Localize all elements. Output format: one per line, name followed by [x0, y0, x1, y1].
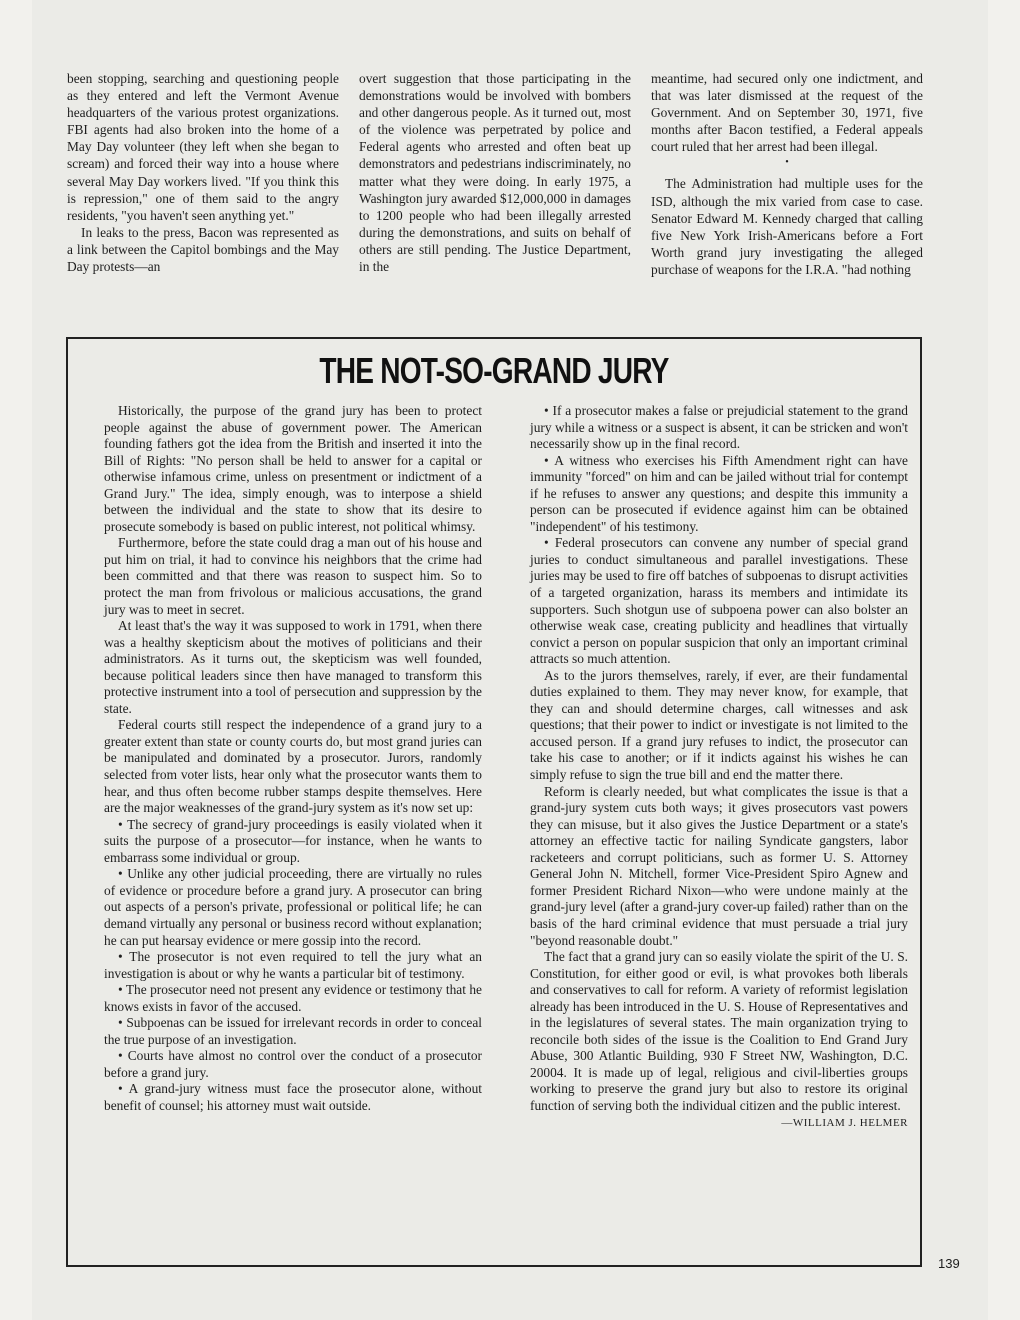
bullet-paragraph: • A witness who exercises his Fifth Amendment right can have immunity "forced" on him and can be jailed without trial for contempt if he refuses to answer any questions; and despite this immunity a person can be prosecuted if evidence against him can be obtained "independent" of his testimony.	[530, 452, 908, 534]
paragraph: Furthermore, before the state could drag a man out of his house and put him on trial, it had to convince his neighbors that the crime had been committed and that there was reason to suspect him. So to protect the man from frivolous or malicious accusations, the grand jury was to meet in secret.	[104, 535, 482, 617]
paragraph-text: The fact that a grand jury can so easily violate the spirit of the U. S. Constitution, for either good or evil, is what provokes both liberals and conservatives to call for reform. A variety of reformist legislation already has been introduced in the U. S. House of Representatives and in the legislatures of several states. The main organization trying to reconcile both sides of the issue is the Coalition to End Grand Jury Abuse, 300 Atlantic Building, 930 F Street NW, Washington, D.C. 20004. It is made up of legal, religious and civil-liberties groups working to preserve the grand jury but also to restore its original function of serving both the individual citizen and the public interest.	[530, 949, 908, 1113]
bullet-paragraph: • Federal prosecutors can convene any number of special grand juries to conduct simultaneous and parallel investigations. These juries may be used to fire off batches of subpoenas to disrupt activities of a targeted organization, harass its members and intimidate its supporters. Such shotgun use of subpoena power can also bolster an otherwise weak case, creating publicity and headlines that virtually convict a person on popular suspicion that only an important criminal attracts so much attention.	[530, 535, 908, 667]
top-column-1	[67, 70, 339, 316]
section-separator: •	[785, 157, 789, 169]
paragraph: Reform is clearly needed, but what complicates the issue is that a grand-jury system cuts both ways; it gives prosecutors vast powers they can misuse, but it also gives the Justice Department or a state's attorney an effective tactic for nailing Syndicate gangsters, labor racketeers and corrupt politicians, such as former U. S. Attorney General John N. Mitchell, former Vice-President Spiro Agnew and former President Richard Nixon—who were undone mainly at the grand-jury level (after a grand-jury cover-up failed) rather than on the basis of the hard criminal evidence that must persuade a trial jury "beyond reasonable doubt."	[530, 783, 908, 948]
sidebar-columns	[104, 403, 908, 1131]
bullet-paragraph: • Unlike any other judicial proceeding, there are virtually no rules of evidence or procedure before a grand jury. A prosecutor can bring out aspects of a person's private, professional or political life; he can demand virtually any personal or business record without explanation; he can put hearsay evidence or mere gossip into the record.	[104, 866, 482, 948]
sidebar-box	[66, 337, 922, 1267]
paragraph: At least that's the way it was supposed to work in 1791, when there was a healthy skepticism about the motives of politicians and their administrators. As it turns out, the skepticism was well founded, because political leaders since then have managed to transform this protective instrument into a tool of persecution and suppression by the state.	[104, 618, 482, 716]
bullet-paragraph: • Courts have almost no control over the conduct of a prosecutor before a grand jury.	[104, 1048, 482, 1080]
bullet-paragraph: • Subpoenas can be issued for irrelevant records in order to conceal the true purpose of an investigation.	[104, 1015, 482, 1047]
article-top-columns	[67, 70, 923, 316]
paragraph: The Administration had multiple uses for the ISD, although the mix varied from case to case. Senator Edward M. Kennedy charged that calling five New York Irish-Americans before a Fort Worth grand jury investigating the alleged purchase of weapons for the I.R.A. "had nothing	[651, 176, 923, 277]
bullet-paragraph: • If a prosecutor makes a false or prejudicial statement to the grand jury while a witness or a suspect is absent, it can be stricken and won't necessarily show up in the final record.	[530, 403, 908, 452]
top-column-3	[651, 70, 923, 316]
paragraph: In leaks to the press, Bacon was represented as a link between the Capitol bombings and the May Day protests—an	[67, 224, 339, 275]
page-number: 139	[938, 1256, 960, 1271]
bullet-paragraph: • A grand-jury witness must face the prosecutor alone, without benefit of counsel; his attorney must wait outside.	[104, 1081, 482, 1113]
byline: —WILLIAM J. HELMER	[781, 1116, 908, 1129]
paragraph	[530, 949, 908, 1129]
bullet-paragraph: • The prosecutor is not even required to tell the jury what an investigation is about or why he wants a particular bit of testimony.	[104, 949, 482, 981]
paragraph: As to the jurors themselves, rarely, if ever, are their fundamental duties explained to them. They may never know, for example, that they can and should determine charges, call witnesses and ask questions; that their power to indict or investigate is not limited to the accused person. If a grand jury refuses to indict, the prosecutor can take his case to another; or if it indicts against his wishes he can simply refuse to sign the true bill and end the matter there.	[530, 667, 908, 783]
paragraph: overt suggestion that those participating in the demonstrations would be involved with bombers and other dangerous people. As it turned out, most of the violence was perpetrated by police and Federal agents who arrested and often beat up demonstrators and pedestrians indiscriminately, no matter what they were doing. In early 1975, a Washington jury awarded $12,000,000 in damages to 1200 people who had been illegally arrested during the demonstrations, and suits on behalf of others are still pending. The Justice Department, in the	[359, 71, 631, 275]
bullet-paragraph: • The prosecutor need not present any evidence or testimony that he knows exists in favor of the accused.	[104, 982, 482, 1014]
paragraph: Federal courts still respect the independence of a grand jury to a greater extent than state or county courts do, but most grand juries can be manipulated and dominated by a prosecutor. Jurors, randomly selected from voter lists, hear only what the prosecutor wants them to hear, and thus often become rubber stamps despite themselves. Here are the major weaknesses of the grand-jury system as it's now set up:	[104, 717, 482, 816]
sidebar-title: THE NOT-SO-GRAND JURY	[319, 350, 669, 391]
paragraph: meantime, had secured only one indictment, and that was later dismissed at the request of the Government. And on September 30, 1971, five months after Bacon testified, a Federal appeals court ruled that her arrest had been illegal.	[651, 71, 923, 155]
paragraph: Historically, the purpose of the grand jury has been to protect people against the abuse of government power. The American founding fathers got the idea from the British and inserted it into the Bill of Rights: "No person shall be held to answer for a capital or otherwise infamous crime, unless on presentment or indictment of a Grand Jury." The idea, simply enough, was to interpose a shield between the individual and the state to show that its desire to prosecute somebody is based on public interest, not political whimsy.	[104, 403, 482, 534]
paragraph: been stopping, searching and questioning people as they entered and left the Vermont Avenue headquarters of the various protest organizations. FBI agents had also broken into the home of a May Day volunteer (they left when she began to scream) and forced their way into a house where several May Day workers lived. "If you think this is repression," one of them said to the angry residents, "you haven't seen anything yet."	[67, 71, 339, 223]
sidebar-column-left	[104, 403, 482, 1131]
sidebar-column-right	[530, 403, 908, 1131]
bullet-paragraph: • The secrecy of grand-jury proceedings is easily violated when it suits the purpose of a prosecutor—for instance, when he wants to embarrass some individual or group.	[104, 816, 482, 865]
top-column-2	[359, 70, 631, 316]
